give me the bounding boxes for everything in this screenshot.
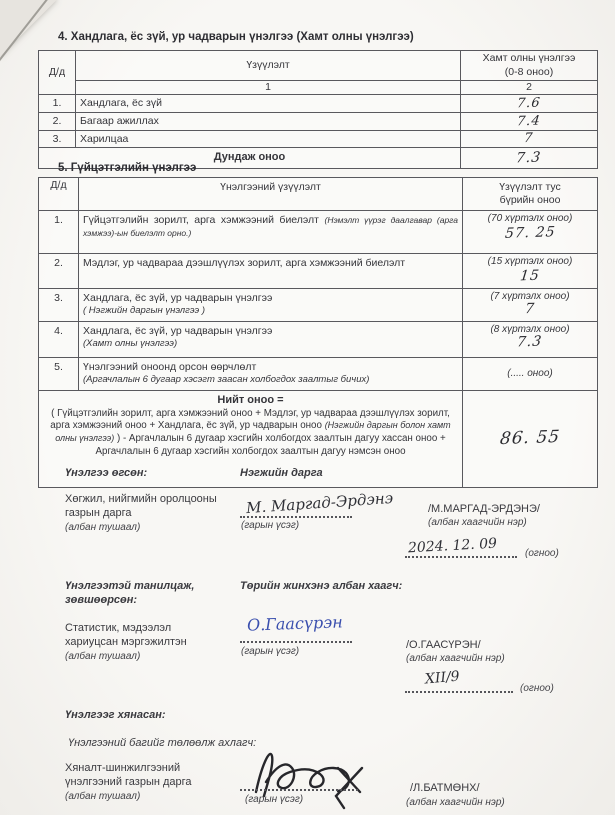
score-header-line1: Хамт олны үнэлгээ [482,52,576,65]
formula-part2: ) - Аргачлалын 6 дугаар хэсгийн холбогдох заалтын дагуу хассан оноо + Аргачлалын 6 дугаар хэсгийн холбогдох заалтын дагуу нэмсэн оноо [95,433,446,457]
sign1-heading-left: Үнэлгээ өгсөн: [65,467,148,479]
cell-no: 2. [39,254,79,289]
position-line1: Хөгжил, нийгмийн оролцооны [65,493,217,505]
sign1-name-caption: (албан хаагчийн нэр) [428,517,527,528]
cell-no: 5. [39,358,79,391]
attitude-evaluation-table [38,50,598,169]
performance-evaluation-table [38,177,598,488]
position-line2: үнэлгээний газрын дарга [65,776,192,789]
cell-indicator-header: Үнэлгээний үзүүлэлт [79,178,463,211]
handwritten-score: 57. 25 [503,223,557,242]
sign3-signature-line [240,789,358,791]
cell-no: 4. [39,322,79,358]
row-text: Үнэлгээний оноонд орсон өөрчлөлт [83,361,257,373]
cell-text [79,254,463,289]
table-header-row [39,51,598,81]
row-text: Мэдлэг, ур чадвараа дээшлүүлэх зорилт, арга хэмжээний биелэлт [83,257,406,269]
cell-label: Хандлага, ёс зүй [76,95,461,113]
formula-part1: ( Гүйцэтгэлийн зорилт, арга хэмжээний оноо + Мэдлэг, ур чадвараа дээшлүүлэх зорилт, арга хэмжээний оноо + Хандлага, ёс зүй, ур чадварын оноо [50,407,450,432]
cell-score [463,289,598,322]
cell-score [461,113,598,131]
handwritten-score: 7.3 [516,333,544,350]
sign2-signature-script: О.Гаасүрэн [246,612,344,635]
handwritten-score: 7 [524,300,536,317]
sign1-signature-caption: (гарын үсэг) [241,520,300,531]
cell-indicator-header: Үзүүлэлт [76,51,461,81]
table-row [39,131,598,148]
score-header-line2: бүрийн оноо [499,194,561,206]
cell-text [79,289,463,322]
cell-dd-header: Д/д [39,178,79,211]
total-formula-text [43,408,458,459]
cell-score-header [463,178,598,211]
cell-score [463,211,598,254]
cell-score [463,322,598,358]
sign2-signature-caption: (гарын үсэг) [241,646,300,657]
table-row [39,113,598,131]
cell-dd-header: Д/д [39,51,76,95]
sign1-date-line [405,556,517,558]
score-limit: (8 хүртэлх оноо) [490,324,570,335]
sign2-name-caption: (албан хаагчийн нэр) [406,653,505,664]
sign2-position [65,621,240,663]
cell-sub2: 2 [461,81,598,95]
cell-score [461,95,598,113]
position-line1: Хяналт-шинжилгээний [65,762,181,774]
sign2-date-line [405,691,513,693]
score-limit: (7 хүртэлх оноо) [490,291,570,302]
sign2-heading-left [65,579,235,608]
formula-note: (Нэгжийн даргын болон хамт олны үнэлгээ) [55,420,451,444]
sign2-heading-right: Төрийн жинхэнэ албан хаагч: [240,580,403,592]
table-row [39,358,598,391]
position-line1: Статистик, мэдээлэл [65,622,172,634]
position-caption: (албан тушаал) [65,790,141,802]
sign3-name: /Л.БАТМӨНХ/ [410,782,480,794]
position-caption: (албан тушаал) [65,521,141,533]
cell-no: 2. [39,113,76,131]
score-limit: (70 хүртэлх оноо) [487,213,573,224]
cell-no: 1. [39,95,76,113]
sign3-name-caption: (албан хаагчийн нэр) [406,797,505,808]
sign2-signature-line [240,641,352,643]
cell-average-score [461,148,598,169]
row-note: (Аргачлалын 6 дугаар хэсэгт заасан холбогдох заалтыг бичих) [83,374,370,386]
table-row [39,211,598,254]
cell-no: 3. [39,131,76,148]
row-text: Гүйцэтгэлийн зорилт, арга хэмжээний биелэлт [83,214,325,226]
cell-score [463,254,598,289]
cell-total-score [463,391,598,488]
sign3-heading: Үнэлгээг хянасан: [65,709,166,721]
handwritten-score: 7.6 [516,95,542,112]
cell-label: Багаар ажиллах [76,113,461,131]
row-text: Хандлага, ёс зүй, ур чадварын үнэлгээ [83,292,273,304]
cell-no: 3. [39,289,79,322]
table-row [39,254,598,289]
cell-no: 1. [39,211,79,254]
table-row [39,289,598,322]
sign2-date-caption: (огноо) [520,683,554,694]
table-row [39,95,598,113]
score-header-line1: Үзүүлэлт тус [499,180,561,193]
sign3-position [65,761,245,803]
section5-title: 5. Гүйцэтгэлийн үнэлгээ [58,162,197,174]
table-header-row [39,178,598,211]
handwritten-total-score: 86. 55 [498,427,562,450]
handwritten-average: 7.3 [515,149,543,167]
cell-score [461,131,598,148]
cell-text [79,211,463,254]
section4-title: 4. Хандлага, ёс зүй, ур чадварын үнэлгээ (Хамт олны үнэлгээ) [58,31,414,43]
row-note: ( Нэгжийн даргын үнэлгээ ) [83,305,205,317]
table-subheader-row [39,81,598,95]
sign1-heading-right: Нэгжийн дарга [240,467,323,479]
score-limit: (15 хүртэлх оноо) [487,256,573,267]
sign1-signature-script: М. Маргад-Эрдэнэ [245,488,394,518]
handwritten-score: 7.4 [516,113,542,130]
heading-line1: Үнэлгээтэй танилцаж, [65,580,195,592]
handwritten-score: 15 [519,267,541,284]
sign1-date-caption: (огноо) [525,548,559,559]
sign3-subheading: Үнэлгээний багийг төлөөлж ахлагч: [68,737,257,749]
cell-score-header [461,51,598,81]
sign1-signature-line [240,516,352,518]
sign1-date-script: 2024. 12. 09 [407,535,498,557]
total-label: Нийт оноо = [217,394,284,406]
cell-label: Харилцаа [76,131,461,148]
cell-sub1: 1 [76,81,461,95]
sign1-position [65,492,240,534]
heading-line2: зөвшөөрсөн: [65,594,138,607]
position-line2: газрын дарга [65,507,132,520]
cell-text [79,322,463,358]
table-row [39,322,598,358]
score-header-line2: (0-8 оноо) [504,65,554,78]
cell-text [79,358,463,391]
position-line2: хариуцсан мэргэжилтэн [65,636,187,649]
position-caption: (албан тушаал) [65,650,141,662]
row-note: (Хамт олны үнэлгээ) [83,338,178,350]
row-note: (Нэмэлт үүрэг даалгавар (арга хэмжээ)-ын биелэлт орно.) [83,215,459,239]
cell-score [463,358,598,391]
sign2-date-script: XII/9 [424,668,461,688]
cell-average-label: Дундаж оноо [39,148,461,169]
sign3-signature-caption: (гарын үсэг) [245,794,304,805]
sign2-name: /О.ГААСҮРЭН/ [406,639,481,651]
score-limit: (..... оноо) [507,367,553,379]
row-text: Хандлага, ёс зүй, ур чадварын үнэлгээ [83,325,273,337]
sign1-name: /М.МАРГАД-ЭРДЭНЭ/ [428,503,540,515]
handwritten-score: 7 [523,130,535,147]
